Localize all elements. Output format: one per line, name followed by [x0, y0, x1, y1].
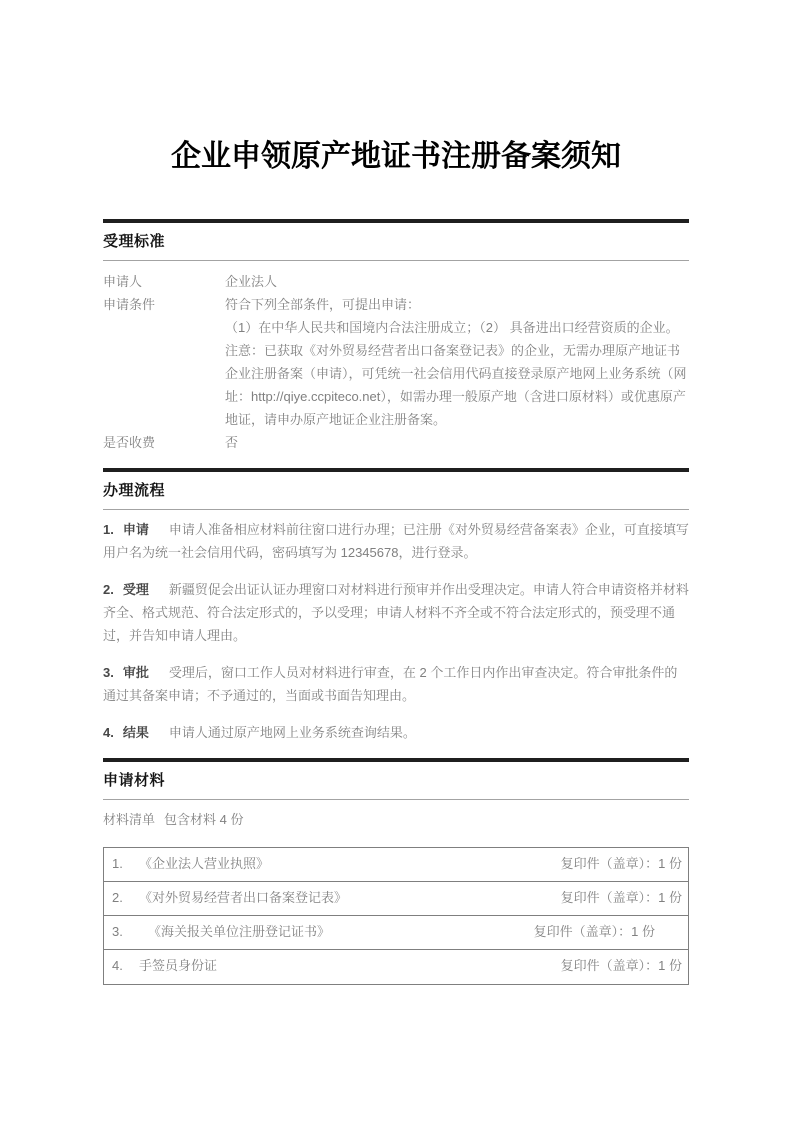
step-label: 结果 [122, 725, 149, 740]
step-text: 新疆贸促会出证认证办理窗口对材料进行预审并作出受理决定。申请人符合申请资格并材料齐全、格式规范、符合法定形式的，予以受理；申请人材料不齐全或不符合法定形式的，预受理不通过，并告知申请人理由。 [103, 582, 689, 643]
materials-table [103, 847, 689, 985]
applicant-label: 申请人 [103, 274, 143, 289]
materials-count: 包含材料 4 份 [164, 812, 244, 827]
material-name: 手签员身份证 [139, 958, 218, 973]
process-step-1 [103, 518, 689, 564]
section-application-materials [103, 758, 689, 985]
process-step-3 [103, 661, 689, 707]
step-label: 受理 [122, 582, 149, 597]
table-row [104, 848, 688, 882]
materials-meta [103, 810, 689, 830]
section-heading-process: 办理流程 [103, 482, 166, 499]
condition-paragraph: （1）在中华人民共和国境内合法注册成立；（2） 具备进出口经营资质的企业。 [225, 320, 679, 335]
material-number: 1. [112, 856, 123, 871]
step-text: 受理后，窗口工作人员对材料进行审查，在 2 个工作日内作出审查决定。符合审批条件的通过其备案申请；不予通过的，当面或书面告知理由。 [103, 665, 678, 703]
material-number: 3. [112, 924, 123, 939]
conditions-label: 申请条件 [103, 297, 156, 312]
conditions-value [225, 293, 689, 431]
step-number: 4. [103, 725, 114, 740]
fee-value: 否 [225, 435, 239, 450]
material-number: 2. [112, 890, 123, 905]
material-copy-spec: 复印件（盖章）：1 份 [560, 890, 682, 905]
step-label: 审批 [122, 665, 149, 680]
section-header [103, 219, 689, 261]
material-name: 《海关报关单位注册登记证书》 [148, 924, 331, 939]
step-text: 申请人通过原产地网上业务系统查询结果。 [168, 725, 416, 740]
section-heading-acceptance: 受理标准 [103, 233, 166, 250]
material-number: 4. [112, 958, 123, 973]
step-label: 申请 [122, 522, 149, 537]
field-fee [103, 431, 689, 454]
section-process-flow [103, 468, 689, 744]
step-text: 申请人准备相应材料前往窗口进行办理；已注册《对外贸易经营备案表》企业，可直接填写用户名为统一社会信用代码，密码填写为 12345678，进行登录。 [103, 522, 689, 560]
process-step-4 [103, 721, 689, 744]
page-title: 企业申领原产地证书注册备案须知 [171, 140, 621, 173]
material-name: 《对外贸易经营者出口备案登记表》 [139, 890, 348, 905]
process-step-2 [103, 578, 689, 647]
step-number: 1. [103, 522, 114, 537]
material-copy-spec: 复印件（盖章）：1 份 [560, 958, 682, 973]
section-header [103, 758, 689, 800]
table-row [104, 916, 688, 950]
step-number: 3. [103, 665, 114, 680]
section-acceptance-criteria [103, 219, 689, 454]
process-steps [103, 518, 689, 744]
acceptance-fields [103, 270, 689, 454]
condition-paragraph: 符合下列全部条件，可提出申请： [225, 297, 421, 312]
table-row [104, 950, 688, 984]
material-name: 《企业法人营业执照》 [139, 856, 270, 871]
material-copy-spec: 复印件（盖章）：1 份 [533, 924, 655, 939]
material-copy-spec: 复印件（盖章）：1 份 [560, 856, 682, 871]
field-applicant [103, 270, 689, 293]
field-conditions [103, 293, 689, 431]
step-number: 2. [103, 582, 114, 597]
section-heading-materials: 申请材料 [103, 772, 166, 789]
applicant-value: 企业法人 [225, 274, 278, 289]
table-row [104, 882, 688, 916]
fee-label: 是否收费 [103, 435, 156, 450]
condition-paragraph: 注意：已获取《对外贸易经营者出口备案登记表》的企业，无需办理原产地证书企业注册备案（申请），可凭统一社会信用代码直接登录原产地网上业务系统（网址：http://qiye.ccpiteco.net），如需办理一般原产地（含进口原材料）或优惠原产地证，请申办原产地证企业注册备案。 [225, 343, 687, 427]
materials-list-label: 材料清单 [103, 812, 156, 827]
section-header [103, 468, 689, 510]
